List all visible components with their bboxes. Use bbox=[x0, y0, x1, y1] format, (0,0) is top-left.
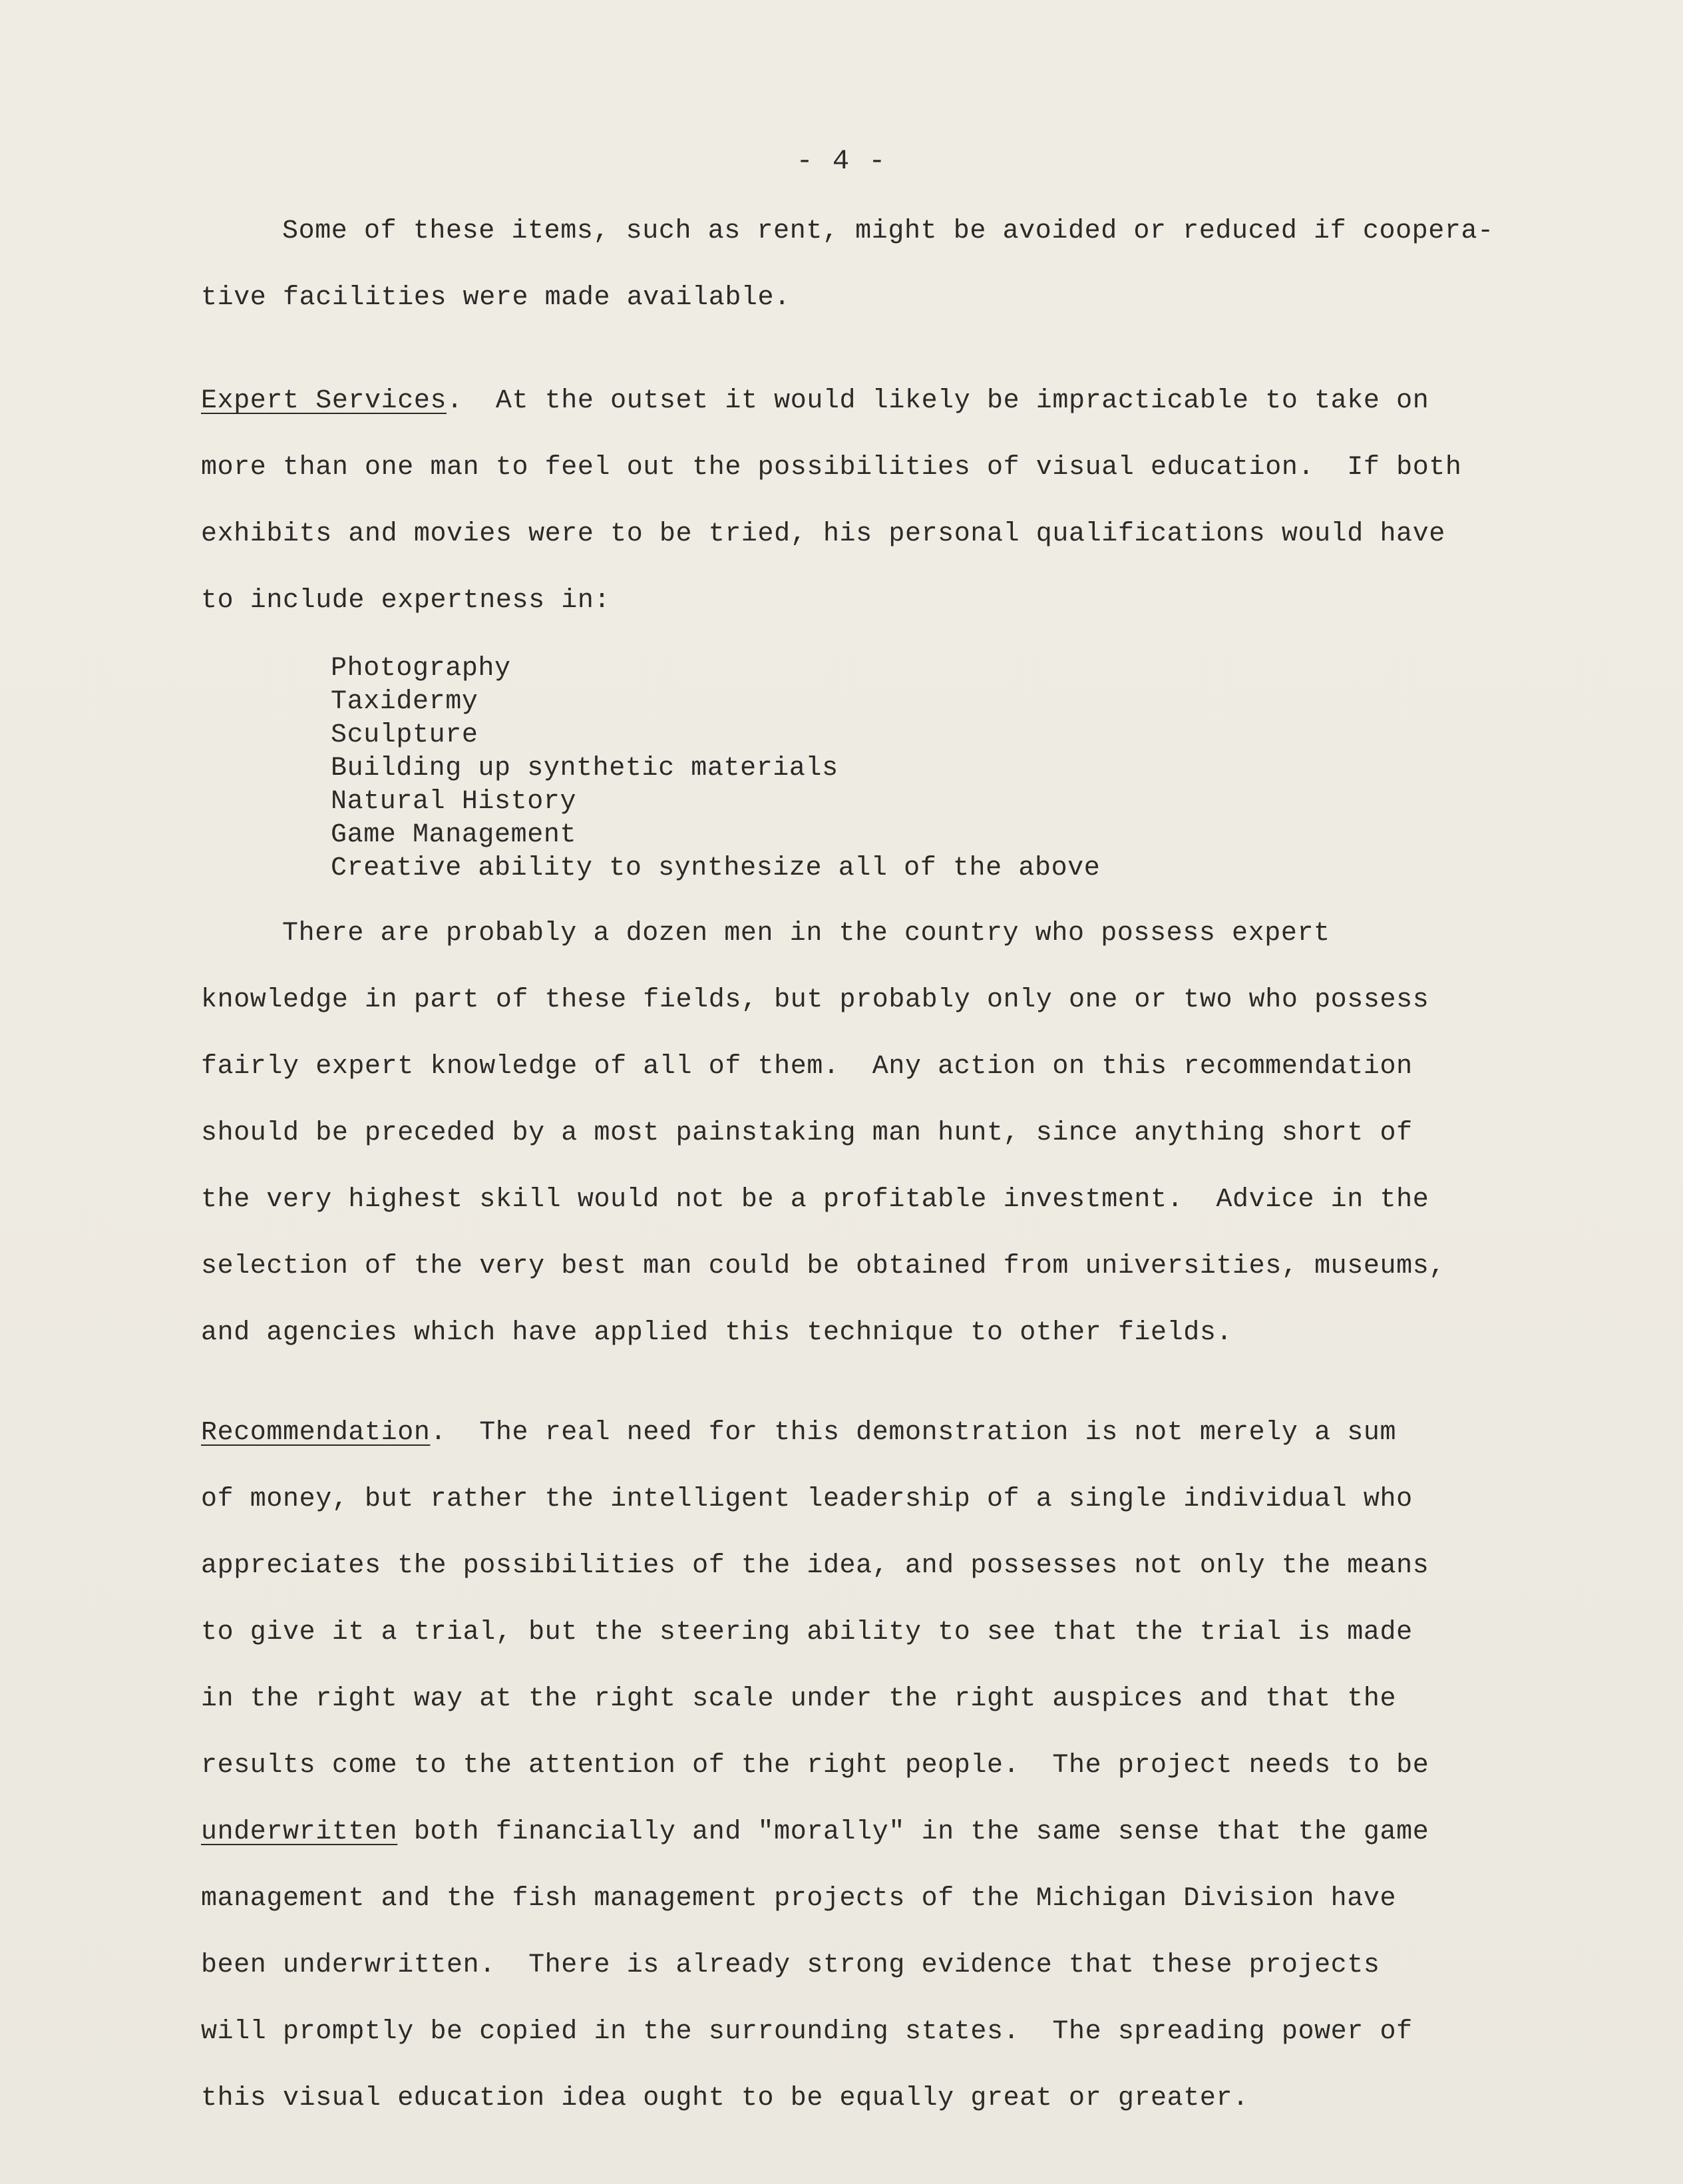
recommendation-heading: Recommendation bbox=[201, 1418, 431, 1448]
expertise-list-item: Sculpture bbox=[331, 720, 478, 750]
recommendation-line: of money, but rather the intelligent leadership of a single individual who bbox=[201, 1484, 1413, 1514]
expert-services-first-line: At the outset it would likely be impracticable to take on bbox=[463, 386, 1429, 416]
expert-paragraph-line: fairly expert knowledge of all of them. Any action on this recommendation bbox=[201, 1052, 1413, 1082]
expert-services-heading: Expert Services bbox=[201, 386, 447, 416]
intro-line: tive facilities were made available. bbox=[201, 283, 791, 313]
expert-paragraph-line: selection of the very best man could be obtained from universities, museums, bbox=[201, 1251, 1445, 1281]
recommendation-line bbox=[201, 1816, 1429, 1849]
recommendation-line: in the right way at the right scale under the right auspices and that the bbox=[201, 1684, 1397, 1714]
expertise-list-item: Building up synthetic materials bbox=[331, 754, 839, 783]
expertise-list-item: Game Management bbox=[331, 820, 577, 850]
recommendation-line: to give it a trial, but the steering ability to see that the trial is made bbox=[201, 1618, 1413, 1647]
expert-services-line: to include expertness in: bbox=[201, 586, 611, 616]
recommendation-line: this visual education idea ought to be equally great or greater. bbox=[201, 2083, 1249, 2113]
expert-paragraph-line: and agencies which have applied this technique to other fields. bbox=[201, 1318, 1233, 1348]
underwritten-emphasis: underwritten bbox=[201, 1817, 398, 1847]
expert-paragraph-line: should be preceded by a most painstaking man hunt, since anything short of bbox=[201, 1118, 1413, 1148]
recommendation-line bbox=[201, 1417, 1396, 1450]
recommendation-first-line: The real need for this demonstration is not merely a sum bbox=[447, 1418, 1397, 1448]
expert-services-line bbox=[201, 385, 1429, 418]
expert-services-line: more than one man to feel out the possibilities of visual education. If both bbox=[201, 453, 1462, 483]
recommendation-line: will promptly be copied in the surrounding states. The spreading power of bbox=[201, 2017, 1413, 2047]
page-number: - 4 - bbox=[796, 145, 887, 177]
recommendation-line: been underwritten. There is already strong evidence that these projects bbox=[201, 1950, 1380, 1980]
expertise-list-item: Creative ability to synthesize all of the above bbox=[331, 853, 1101, 883]
heading-period: . bbox=[447, 386, 463, 416]
recommendation-line: results come to the attention of the right people. The project needs to be bbox=[201, 1751, 1429, 1781]
expertise-list-item: Taxidermy bbox=[331, 687, 478, 717]
expert-services-line: exhibits and movies were to be tried, his personal qualifications would have bbox=[201, 519, 1445, 549]
expert-paragraph-line: knowledge in part of these fields, but probably only one or two who possess bbox=[201, 985, 1429, 1015]
expert-paragraph-line: the very highest skill would not be a profitable investment. Advice in the bbox=[201, 1185, 1429, 1215]
expert-paragraph-line: There are probably a dozen men in the country who possess expert bbox=[282, 919, 1330, 949]
expertise-list-item: Photography bbox=[331, 654, 511, 684]
intro-line: Some of these items, such as rent, might be avoided or reduced if coopera- bbox=[282, 216, 1494, 246]
heading-period: . bbox=[430, 1418, 447, 1448]
recommendation-line: appreciates the possibilities of the idea, and possesses not only the means bbox=[201, 1551, 1429, 1581]
expertise-list-item: Natural History bbox=[331, 787, 577, 817]
recommendation-line: management and the fish management projects of the Michigan Division have bbox=[201, 1884, 1397, 1914]
recommendation-line-rest: both financially and "morally" in the same sense that the game bbox=[397, 1817, 1429, 1847]
